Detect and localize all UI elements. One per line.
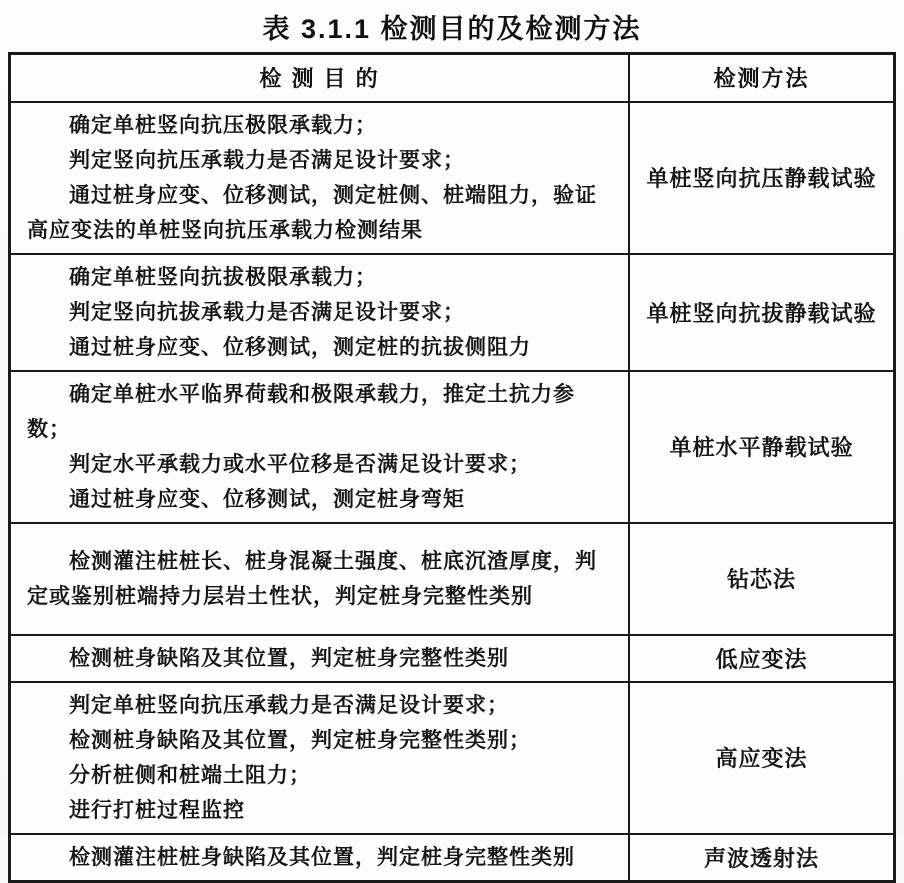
purpose-line: 确定单桩竖向抗拔极限承载力； [69,265,377,289]
detection-methods-table [8,52,896,883]
purpose-line: 检测桩身缺陷及其位置，判定桩身完整性类别； [69,728,531,752]
column-header-purpose: 检 测 目 的 [10,54,630,102]
method-cell: 高应变法 [629,682,895,834]
method-cell: 钻芯法 [629,523,895,635]
method-cell: 单桩竖向抗压静载试验 [629,102,895,254]
method-cell: 低应变法 [629,635,895,682]
purpose-line: 判定竖向抗拔承载力是否满足设计要求； [69,300,465,324]
purpose-line: 通过桩身应变、位移测试，测定桩侧、桩端阻力，验证高应变法的单桩竖向抗压承载力检测结果 [27,183,597,242]
purpose-line: 检测灌注桩桩长、桩身混凝土强度、桩底沉渣厚度，判定或鉴别桩端持力层岩土性状，判定桩身完整性类别 [27,549,597,608]
table-row [10,523,895,635]
purpose-line: 进行打桩过程监控 [69,798,245,822]
purpose-cell [10,523,630,635]
purpose-line: 分析桩侧和桩端土阻力； [69,763,311,787]
table-row [10,102,895,254]
table-row [10,254,895,371]
purpose-line: 检测灌注桩桩身缺陷及其位置，判定桩身完整性类别 [69,845,575,869]
purpose-cell [10,834,630,882]
table-title: 表 3.1.1 检测目的及检测方法 [262,14,642,44]
method-cell: 单桩竖向抗拔静载试验 [629,254,895,371]
purpose-line: 判定水平承载力或水平位移是否满足设计要求； [69,452,531,476]
table-row [10,834,895,882]
table-row [10,371,895,523]
purpose-cell [10,371,630,523]
method-cell: 声波透射法 [629,834,895,882]
purpose-line: 通过桩身应变、位移测试，测定桩的抗拔侧阻力 [69,335,531,359]
purpose-cell [10,682,630,834]
purpose-line: 检测桩身缺陷及其位置，判定桩身完整性类别 [69,646,509,670]
purpose-line: 确定单桩水平临界荷载和极限承载力，推定土抗力参数； [27,382,575,441]
method-cell: 单桩水平静载试验 [629,371,895,523]
purpose-cell [10,635,630,682]
purpose-line: 判定竖向抗压承载力是否满足设计要求； [69,148,465,172]
purpose-line: 判定单桩竖向抗压承载力是否满足设计要求； [69,693,509,717]
table-row [10,682,895,834]
purpose-line: 通过桩身应变、位移测试，测定桩身弯矩 [69,487,465,511]
purpose-cell [10,254,630,371]
purpose-cell [10,102,630,254]
column-header-method: 检测方法 [629,54,895,102]
purpose-line: 确定单桩竖向抗压极限承载力； [69,113,377,137]
header-row [10,54,895,102]
table-row [10,635,895,682]
